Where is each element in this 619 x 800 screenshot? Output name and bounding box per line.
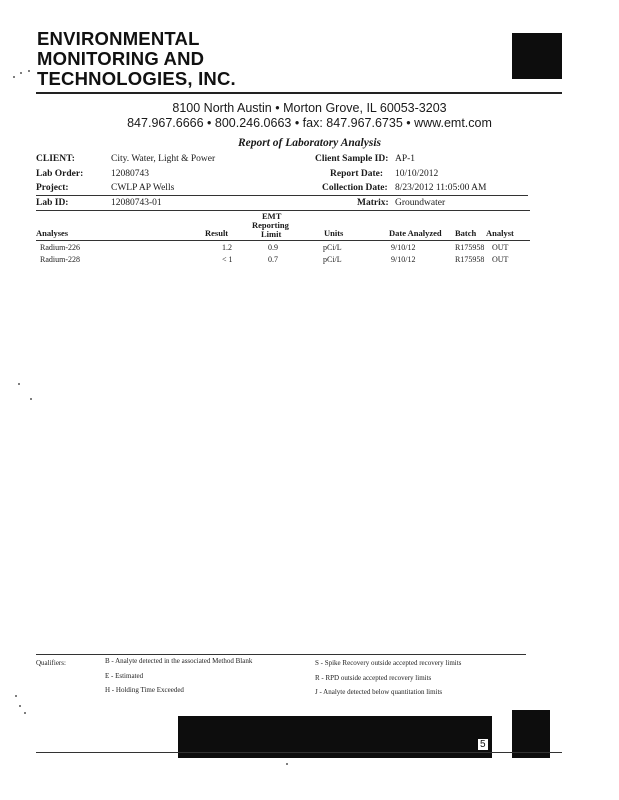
page-number: 5	[480, 739, 486, 750]
col-header-batch: Batch	[455, 228, 477, 238]
scan-speck	[286, 763, 288, 765]
col-header-analyses: Analyses	[36, 228, 69, 238]
col-header-limit: Limit	[261, 229, 282, 239]
company-address: 8100 North Austin • Morton Grove, IL 60053-3203	[172, 101, 447, 115]
table-row-2-date: 9/10/12	[391, 255, 416, 264]
qualifier-r: R - RPD outside accepted recovery limits	[315, 674, 432, 682]
qualifier-h: H - Holding Time Exceeded	[105, 686, 184, 694]
table-row-2-analyst: OUT	[492, 255, 509, 264]
table-row-1-batch: R175958	[455, 243, 485, 252]
lab-order-value: 12080743	[111, 169, 149, 179]
scan-speck	[15, 695, 17, 697]
col-header-result: Result	[205, 228, 229, 238]
scan-speck	[28, 70, 30, 72]
table-row-1-analyst: OUT	[492, 243, 509, 252]
table-top-rule	[36, 210, 530, 211]
matrix-label: Matrix:	[357, 198, 389, 208]
footer-rule	[36, 752, 562, 753]
collection-date-label: Collection Date:	[322, 183, 388, 193]
col-header-date-analyzed: Date Analyzed	[389, 228, 442, 238]
report-title: Report of Laboratory Analysis	[237, 137, 381, 149]
table-row-2-batch: R175958	[455, 255, 485, 264]
scan-speck	[30, 398, 32, 400]
qualifiers-label: Qualifiers:	[36, 659, 66, 667]
report-date-label: Report Date:	[330, 169, 384, 179]
table-row-1-date: 9/10/12	[391, 243, 416, 252]
table-row-1-units: pCi/L	[323, 243, 342, 252]
qualifier-e: E - Estimated	[105, 672, 144, 680]
scan-speck	[13, 76, 15, 78]
company-logo	[37, 29, 236, 89]
scan-speck	[18, 383, 20, 385]
table-row-2-units: pCi/L	[323, 255, 342, 264]
company-contacts: 847.967.6666 • 800.246.0663 • fax: 847.967.6735 • www.emt.com	[127, 116, 492, 130]
table-row-2-limit: 0.7	[268, 255, 278, 264]
qualifier-b: B - Analyte detected in the associated Method Blank	[105, 657, 253, 665]
collection-date-value: 8/23/2012 11:05:00 AM	[395, 183, 487, 193]
col-header-emt: EMT	[262, 211, 282, 221]
table-row-1-analyses: Radium-226	[40, 243, 80, 252]
scan-speck	[24, 712, 26, 714]
table-header-rule	[36, 240, 530, 241]
qualifier-s: S - Spike Recovery outside accepted recovery limits	[315, 659, 462, 667]
lab-id-label: Lab ID:	[36, 198, 69, 208]
client-sample-label: Client Sample ID:	[315, 154, 389, 164]
col-header-analyst: Analyst	[486, 228, 514, 238]
company-name-line1: ENVIRONMENTAL	[37, 28, 200, 49]
table-row-2-result: < 1	[222, 255, 233, 264]
table-row-1-limit: 0.9	[268, 243, 278, 252]
lab-id-value: 12080743-01	[111, 198, 162, 208]
header-rule	[36, 92, 562, 94]
scan-speck	[19, 705, 21, 707]
redaction-block-corner	[512, 710, 550, 758]
table-row-2-analyses: Radium-228	[40, 255, 80, 264]
project-value: CWLP AP Wells	[111, 183, 175, 193]
info-divider	[36, 195, 528, 196]
company-name-line3: TECHNOLOGIES, INC.	[37, 68, 236, 89]
client-value: City. Water, Light & Power	[111, 154, 216, 164]
lab-order-label: Lab Order:	[36, 169, 84, 179]
client-sample-value: AP-1	[395, 154, 416, 164]
company-name-line2: MONITORING AND	[37, 48, 205, 69]
qualifiers-rule	[36, 654, 526, 655]
project-label: Project:	[36, 183, 69, 193]
col-header-units: Units	[324, 228, 344, 238]
redaction-block-top	[512, 33, 562, 79]
col-header-reporting: Reporting	[252, 220, 289, 230]
scan-speck	[20, 72, 22, 74]
report-date-value: 10/10/2012	[395, 169, 439, 179]
client-label: CLIENT:	[36, 154, 75, 164]
qualifier-j: J - Analyte detected below quantitation limits	[315, 688, 443, 696]
matrix-value: Groundwater	[395, 198, 446, 208]
table-row-1-result: 1.2	[222, 243, 232, 252]
